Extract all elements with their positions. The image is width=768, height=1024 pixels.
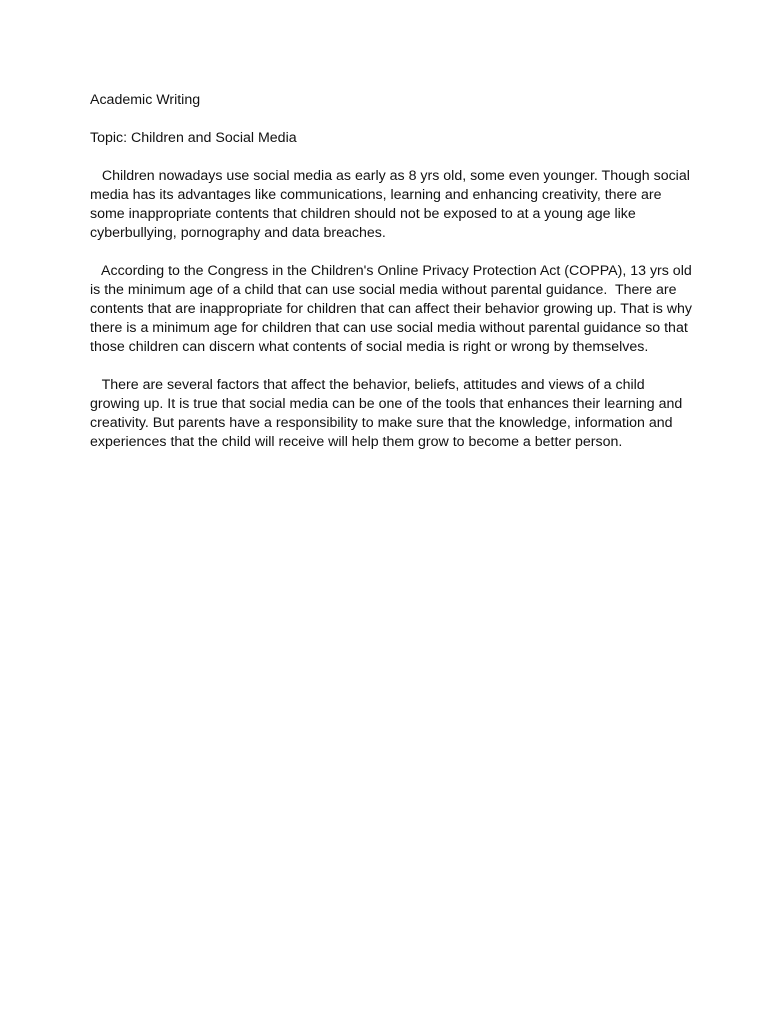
paragraph-line: some inappropriate contents that children should not be exposed to at a young age like (90, 206, 636, 222)
paragraph-line: experiences that the child will receive will help them grow to become a better person. (90, 434, 623, 450)
paragraph-line: According to the Congress in the Children's Online Privacy Protection Act (COPPA), 13 yrs old (90, 263, 692, 279)
paragraph-3 (90, 376, 684, 452)
paragraph-line: There are several factors that affect the behavior, beliefs, attitudes and views of a child (90, 377, 645, 393)
paragraph-line: contents that are inappropriate for children that can affect their behavior growing up. That is why (90, 301, 693, 317)
paragraph-1 (90, 167, 690, 243)
paragraph-2 (90, 262, 693, 357)
document-topic: Topic: Children and Social Media (90, 130, 297, 146)
paragraph-line: media has its advantages like communications, learning and enhancing creativity, there are (90, 187, 662, 203)
paragraph-line: there is a minimum age for children that can use social media without parental guidance so that (90, 320, 688, 336)
document-heading: Academic Writing (90, 92, 201, 108)
paragraph-line: growing up. It is true that social media can be one of the tools that enhances their learning and (90, 396, 683, 412)
paragraph-line: those children can discern what contents of social media is right or wrong by themselves. (90, 339, 649, 355)
paragraph-line: Children nowadays use social media as early as 8 yrs old, some even younger. Though social (90, 168, 690, 184)
paragraph-line: is the minimum age of a child that can use social media without parental guidance. There are (90, 282, 677, 298)
paragraph-line: creativity. But parents have a responsibility to make sure that the knowledge, information and (90, 415, 673, 431)
paragraph-line: cyberbullying, pornography and data breaches. (90, 225, 386, 241)
document-body (90, 91, 693, 452)
